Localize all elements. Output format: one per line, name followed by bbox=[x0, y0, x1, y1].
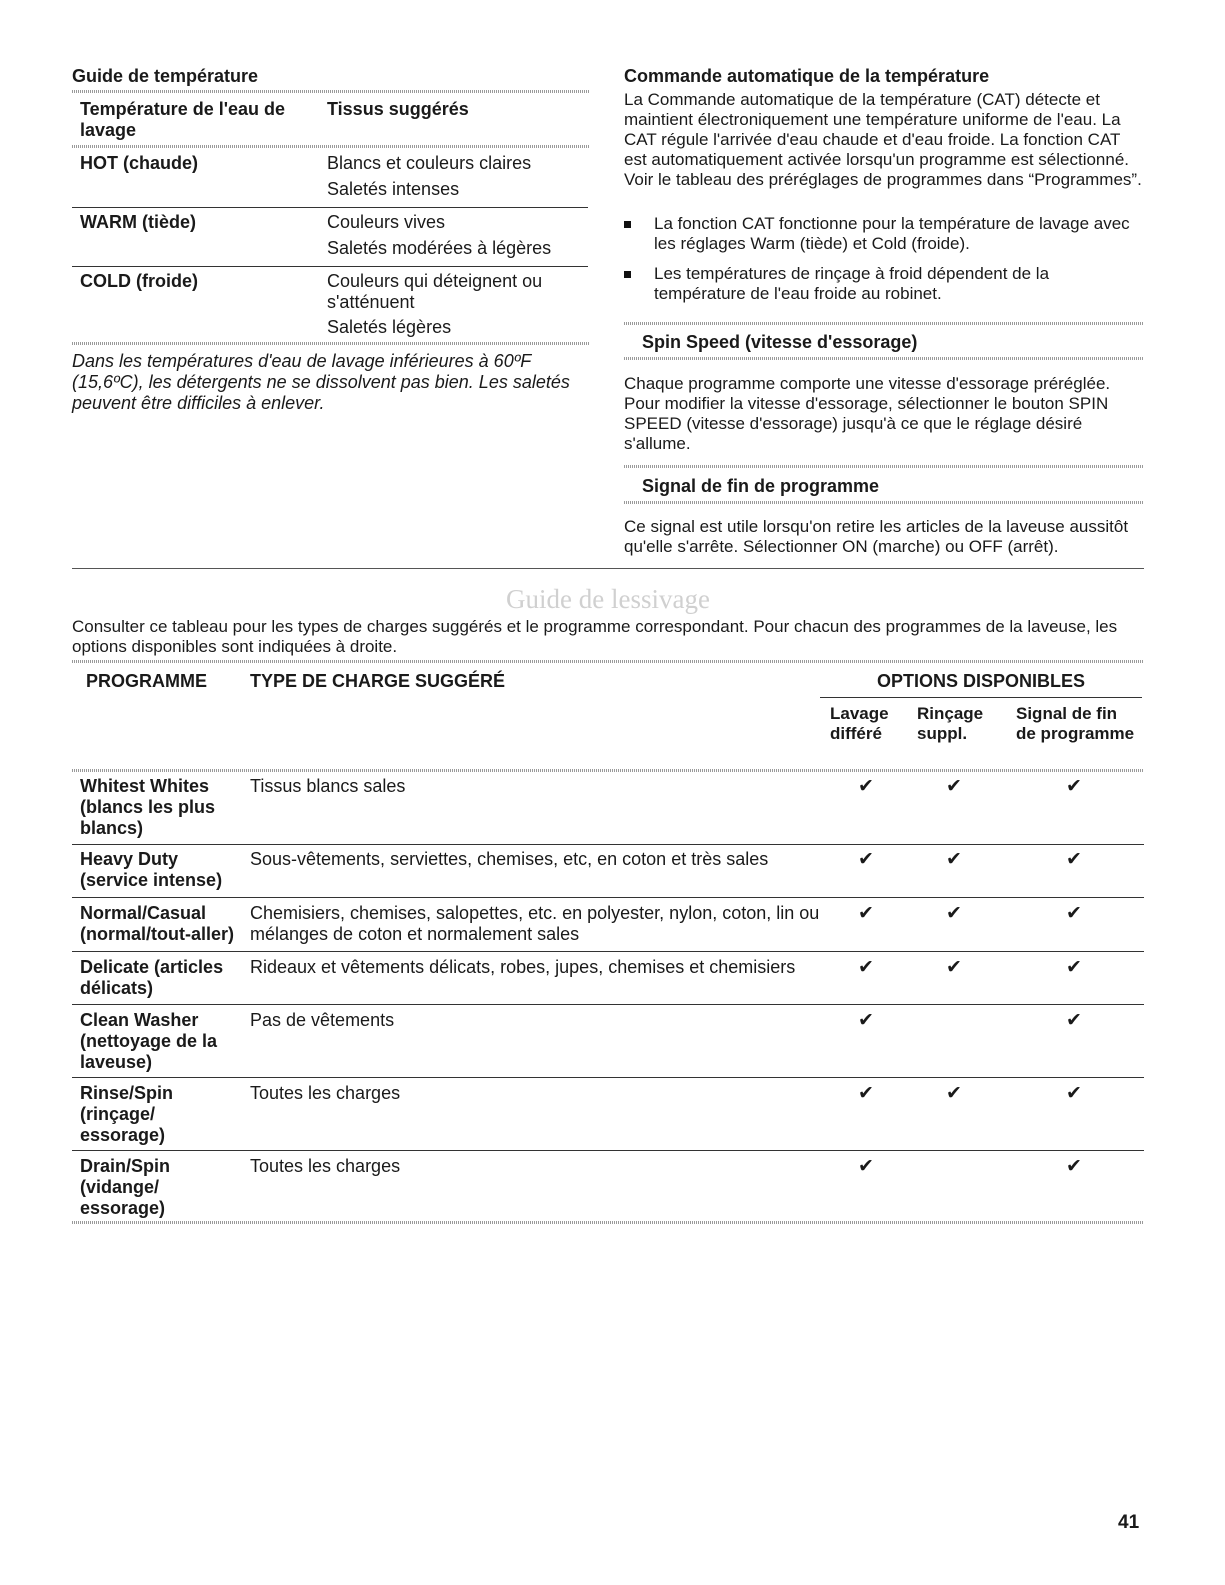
row-divider bbox=[72, 1077, 1144, 1078]
checkmark-icon: ✔ bbox=[858, 1156, 874, 1177]
option-header-signal: Signal de fin de programme bbox=[1016, 704, 1135, 743]
fabric-text: Couleurs qui déteignent ou s'atténuent bbox=[327, 271, 543, 312]
checkmark-icon: ✔ bbox=[1066, 1156, 1082, 1177]
option-header-delay: Lavage différé bbox=[830, 704, 889, 743]
temp-cold: COLD (froide) bbox=[80, 271, 198, 291]
checkmark-icon: ✔ bbox=[946, 849, 962, 870]
load-type: Pas de vêtements bbox=[250, 1010, 395, 1030]
divider bbox=[624, 501, 1144, 504]
checkmark-icon: ✔ bbox=[858, 849, 874, 870]
temp-note: Dans les températures d'eau de lavage inférieures à 60ºF (15,6ºC), les détergents ne se dissolvent pas bien. Les saletés peuvent être difficiles à enlever. bbox=[72, 351, 570, 413]
load-type: Chemisiers, chemises, salopettes, etc. en polyester, nylon, coton, lin ou mélanges de coton et normalement sales bbox=[250, 903, 820, 944]
temp-guide-title: Guide de température bbox=[72, 66, 259, 86]
checkmark-icon: ✔ bbox=[858, 1083, 874, 1104]
bullet-icon bbox=[624, 221, 631, 228]
divider bbox=[72, 660, 1144, 663]
program-name: Clean Washer (nettoyage de la laveuse) bbox=[80, 1010, 218, 1072]
auto-temp-bullet: Les températures de rinçage à froid dépendent de la température de l'eau froide au robinet. bbox=[654, 264, 1050, 303]
options-col-header: OPTIONS DISPONIBLES bbox=[876, 671, 1086, 691]
load-type: Toutes les charges bbox=[250, 1083, 401, 1103]
divider bbox=[72, 769, 1144, 772]
checkmark-icon: ✔ bbox=[1066, 1083, 1082, 1104]
spin-speed-title: Spin Speed (vitesse d'essorage) bbox=[642, 332, 918, 352]
laundry-guide-intro: Consulter ce tableau pour les types de charges suggérés et le programme correspondant. Pour chacun des programmes de la laveuse, les options disponibles sont indiquées à droite. bbox=[72, 617, 1118, 656]
checkmark-icon: ✔ bbox=[1066, 957, 1082, 978]
fabric-text: Saletés légères bbox=[327, 317, 452, 337]
load-type: Rideaux et vêtements délicats, robes, jupes, chemises et chemisiers bbox=[250, 957, 796, 977]
row-divider bbox=[72, 207, 588, 208]
auto-temp-title: Commande automatique de la température bbox=[624, 66, 990, 86]
spin-speed-paragraph: Chaque programme comporte une vitesse d'essorage préréglée. Pour modifier la vitesse d'essorage, sélectionner le bouton SPIN SPEED (vitesse d'essorage) jusqu'à ce que le réglage désiré s'allume. bbox=[624, 374, 1111, 453]
load-type: Sous-vêtements, serviettes, chemises, etc, en coton et très sales bbox=[250, 849, 769, 869]
divider bbox=[624, 465, 1144, 468]
row-divider bbox=[72, 1150, 1144, 1151]
load-type: Toutes les charges bbox=[250, 1156, 401, 1176]
program-name: Drain/Spin (vidange/ essorage) bbox=[80, 1156, 171, 1218]
fabric-text: Saletés intenses bbox=[327, 179, 460, 199]
end-signal-title: Signal de fin de programme bbox=[642, 476, 880, 496]
checkmark-icon: ✔ bbox=[1066, 1010, 1082, 1031]
section-divider bbox=[72, 568, 1144, 569]
row-divider bbox=[72, 951, 1144, 952]
checkmark-icon: ✔ bbox=[1066, 776, 1082, 797]
laundry-guide-title: Guide de lessivage bbox=[506, 584, 710, 614]
load-col-header: TYPE DE CHARGE SUGGÉRÉ bbox=[250, 671, 506, 691]
row-divider bbox=[72, 844, 1144, 845]
fabric-text: Saletés modérées à légères bbox=[327, 238, 552, 258]
checkmark-icon: ✔ bbox=[946, 957, 962, 978]
divider bbox=[72, 145, 590, 148]
load-type: Tissus blancs sales bbox=[250, 776, 406, 796]
option-header-rinse: Rinçage suppl. bbox=[917, 704, 984, 743]
checkmark-icon: ✔ bbox=[946, 776, 962, 797]
auto-temp-bullet: La fonction CAT fonctionne pour la température de lavage avec les réglages Warm (tiède) et Cold (froide). bbox=[654, 214, 1130, 253]
checkmark-icon: ✔ bbox=[858, 903, 874, 924]
divider bbox=[624, 322, 1144, 325]
temp-hot: HOT (chaude) bbox=[80, 153, 199, 173]
program-name: Delicate (articles délicats) bbox=[80, 957, 224, 998]
temp-warm: WARM (tiède) bbox=[80, 212, 196, 232]
checkmark-icon: ✔ bbox=[946, 903, 962, 924]
divider bbox=[624, 357, 1144, 360]
program-name: Heavy Duty (service intense) bbox=[80, 849, 223, 890]
row-divider bbox=[72, 1004, 1144, 1005]
page-number: 41 bbox=[1118, 1512, 1140, 1533]
checkmark-icon: ✔ bbox=[858, 776, 874, 797]
fabric-text: Couleurs vives bbox=[327, 212, 446, 232]
checkmark-icon: ✔ bbox=[858, 1010, 874, 1031]
program-name: Whitest Whites (blancs les plus blancs) bbox=[80, 776, 216, 838]
divider bbox=[72, 342, 590, 345]
fabric-text: Blancs et couleurs claires bbox=[327, 153, 532, 173]
program-col-header: PROGRAMME bbox=[86, 671, 207, 691]
checkmark-icon: ✔ bbox=[858, 957, 874, 978]
auto-temp-paragraph: La Commande automatique de la température (CAT) détecte et maintient électroniquement une température uniforme de l'eau. La CAT régule l'arrivée d'eau chaude et d'eau froide. La fonction CAT est automatiquement activée lorsqu'un programme est sélectionné. Voir le tableau des préréglages de programmes dans “Programmes”. bbox=[624, 90, 1142, 189]
end-signal-paragraph: Ce signal est utile lorsqu'on retire les articles de la laveuse aussitôt qu'elle s'arrête. Sélectionner ON (marche) ou OFF (arrêt). bbox=[624, 517, 1129, 556]
row-divider bbox=[72, 897, 1144, 898]
row-divider bbox=[72, 266, 588, 267]
fabrics-col-header: Tissus suggérés bbox=[327, 99, 469, 119]
program-name: Rinse/Spin (rinçage/ essorage) bbox=[80, 1083, 174, 1145]
checkmark-icon: ✔ bbox=[1066, 903, 1082, 924]
divider bbox=[72, 1221, 1144, 1224]
temp-col-header: Température de l'eau de lavage bbox=[80, 99, 286, 140]
checkmark-icon: ✔ bbox=[946, 1083, 962, 1104]
options-underline bbox=[820, 697, 1142, 698]
bullet-icon bbox=[624, 271, 631, 278]
program-name: Normal/Casual (normal/tout-aller) bbox=[80, 903, 235, 944]
divider bbox=[72, 90, 590, 93]
checkmark-icon: ✔ bbox=[1066, 849, 1082, 870]
